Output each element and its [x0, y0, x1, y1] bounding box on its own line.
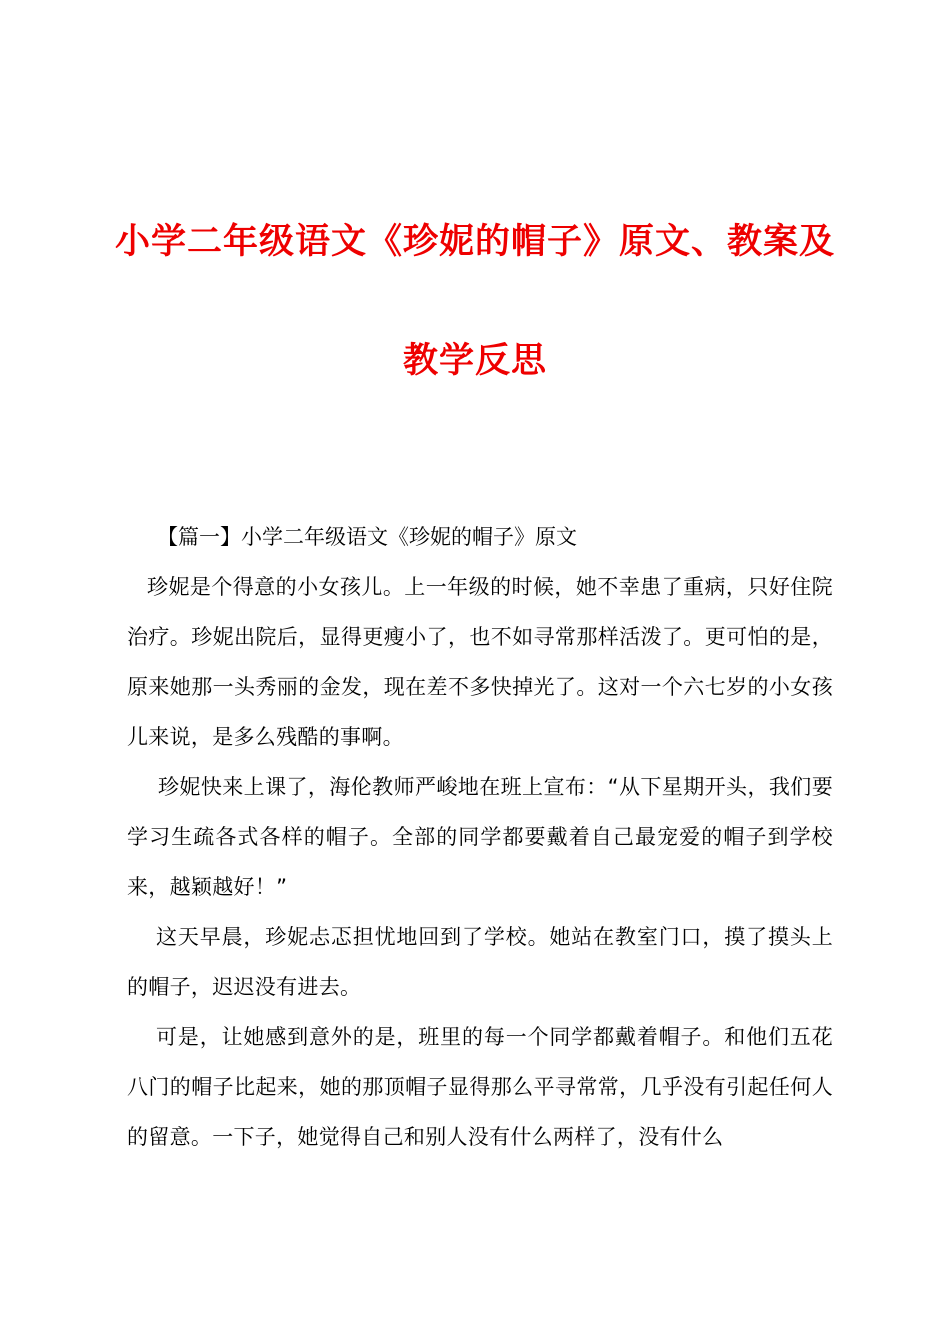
- body-paragraph-4: 可是，让她感到意外的是，班里的每一个同学都戴着帽子。和他们五花八门的帽子比起来，她的那顶帽子显得那么平寻常常，几乎没有引起任何人的留意。一下子，她觉得自己和别人没有什么两样了，没有什么: [127, 1025, 833, 1149]
- document-body: [127, 512, 833, 1162]
- body-paragraph-2: 珍妮快来上课了，海伦教师严峻地在班上宣布：“从下星期开头，我们要学习生疏各式各样的帽子。全部的同学都要戴着自己最宠爱的帽子到学校来，越颖越好！”: [127, 775, 833, 899]
- body-paragraph-3: 这天早晨，珍妮忐忑担忧地回到了学校。她站在教室门口，摸了摸头上的帽子，迟迟没有进去。: [127, 925, 833, 999]
- document-title-line-2: 教学反思: [402, 340, 547, 381]
- section-heading: 【篇一】小学二年级语文《珍妮的帽子》原文: [157, 525, 577, 549]
- document-title-line-1: 小学二年级语文《珍妮的帽子》原文、教案及: [114, 221, 835, 262]
- body-paragraph-1: 珍妮是个得意的小女孩儿。上一年级的时候，她不幸患了重病，只好住院治疗。珍妮出院后，显得更瘦小了，也不如寻常那样活泼了。更可怕的是，原来她那一头秀丽的金发，现在差不多快掉光了。这对一个六七岁的小女孩儿来说，是多么残酷的事啊。: [127, 575, 833, 749]
